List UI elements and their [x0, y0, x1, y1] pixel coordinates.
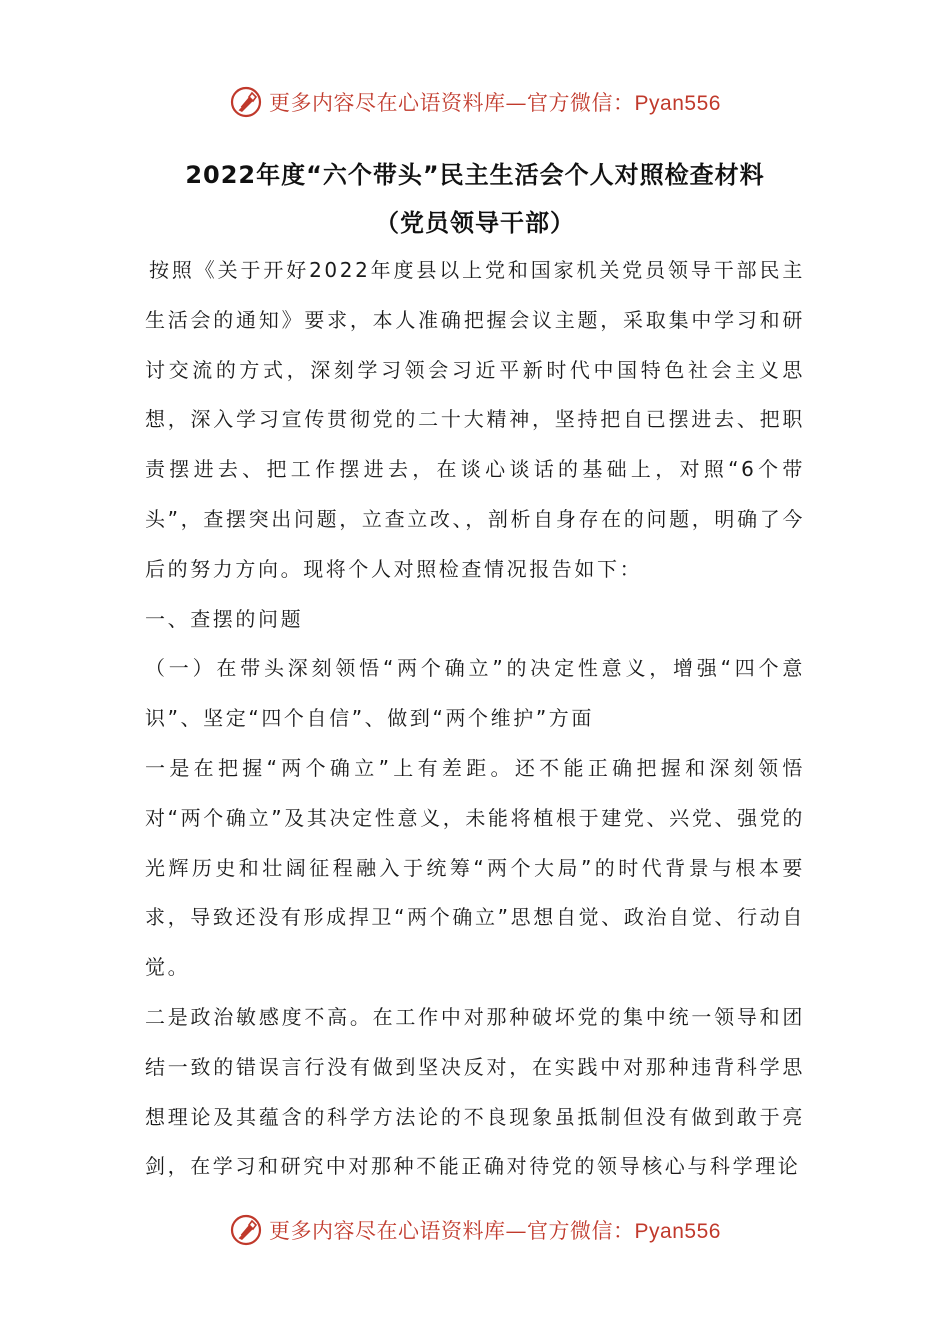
watermark-footer: [0, 1210, 950, 1250]
paragraph-point-one: 一是在把握“两个确立”上有差距。还不能正确把握和深刻领悟对“两个确立”及其决定性意义，未能将植根于建党、兴党、强党的光辉历史和壮阔征程融入于统筹“两个大局”的时代背景与根本要求，导致还没有形成捍卫“两个确立”思想自觉、政治自觉、行动自觉。: [145, 755, 805, 980]
document-body: [145, 246, 805, 1192]
pen-nib-logo-icon: [229, 85, 263, 119]
document-subtitle: （党员领导干部）: [375, 209, 575, 237]
watermark-wechat-id: Pyan556: [634, 92, 721, 115]
section-heading: 一、查摆的问题: [145, 606, 304, 631]
pen-nib-logo-icon: [229, 1213, 263, 1247]
paragraph-intro: 按照《关于开好2022年度县以上党和国家机关党员领导干部民主生活会的通知》要求，本人准确把握会议主题，采取集中学习和研讨交流的方式，深刻学习领会习近平新时代中国特色社会主义思想，深入学习宣传贯彻党的二十大精神，坚持把自已摆进去、把职责摆进去、把工作摆进去，在谈心谈话的基础上，对照“6个带头”，查摆突出问题，立查立改、，剖析自身存在的问题，明确了今后的努力方向。现将个人对照检查情况报告如下：: [145, 258, 805, 581]
watermark-header: [0, 82, 950, 122]
subsection-heading: （一）在带头深刻领悟“两个确立”的决定性意义，增强“四个意识”、坚定“四个自信”、做到“两个维护”方面: [145, 656, 805, 731]
watermark-text: 更多内容尽在心语资料库—官方微信：Pyan556: [269, 1219, 721, 1243]
watermark-text: 更多内容尽在心语资料库—官方微信：Pyan556: [269, 91, 721, 115]
paragraph-point-two: 二是政治敏感度不高。在工作中对那种破坏党的集中统一领导和团结一致的错误言行没有做到坚决反对，在实践中对那种违背科学思想理论及其蕴含的科学方法论的不良现象虽抵制但没有做到敢于亮剑，在学习和研究中对那种不能正确对待党的领导核心与科学理论: [145, 1004, 805, 1179]
watermark-wechat-id: Pyan556: [634, 1220, 721, 1243]
document-title: 2022年度“六个带头”民主生活会个人对照检查材料: [185, 161, 765, 189]
